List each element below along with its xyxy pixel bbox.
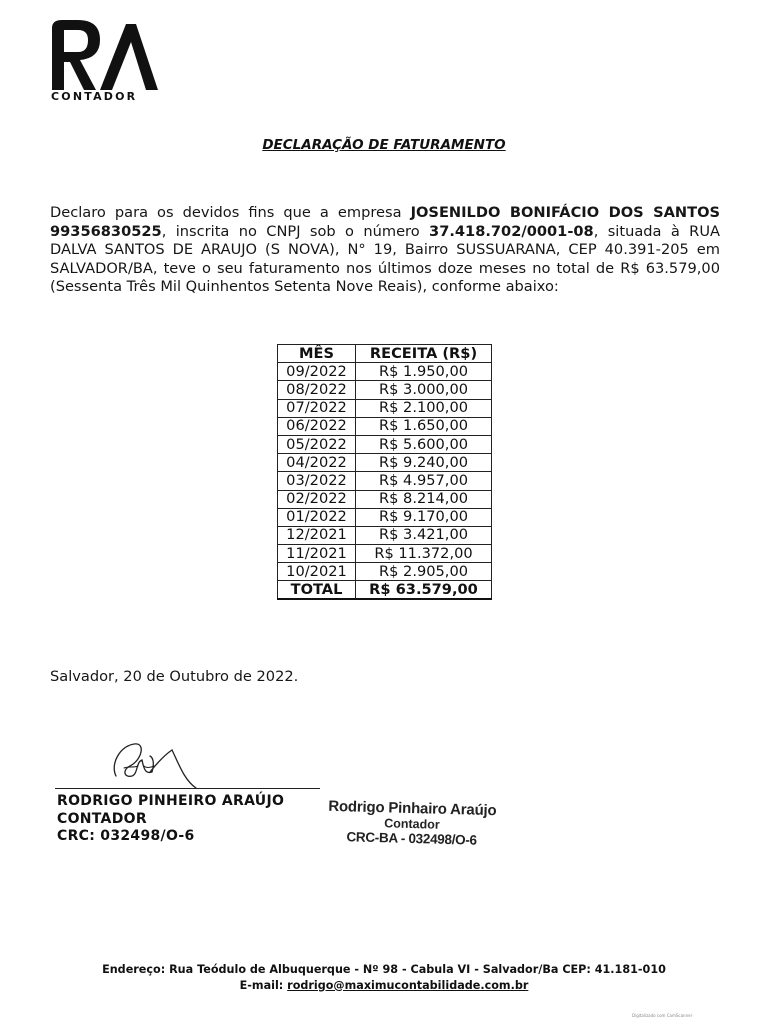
footer-email-line bbox=[0, 978, 768, 994]
month-cell: 12/2021 bbox=[278, 526, 356, 544]
email-link[interactable]: rodrigo@maximucontabilidade.com.br bbox=[287, 978, 529, 992]
table-row bbox=[278, 472, 492, 490]
handwritten-signature bbox=[50, 736, 350, 796]
month-cell: 05/2022 bbox=[278, 435, 356, 453]
company-name: JOSENILDO BONIFÁCIO DOS SANTOS 99356830525 bbox=[50, 204, 720, 240]
month-cell: 07/2022 bbox=[278, 399, 356, 417]
stamp-name: Rodrigo Pinhairo Araújo bbox=[328, 797, 497, 820]
scanner-watermark: Digitalizado com CamScanner bbox=[632, 1013, 693, 1018]
logo-subtitle: CONTADOR bbox=[51, 90, 138, 103]
ra-logo-icon bbox=[50, 18, 160, 92]
revenue-cell: R$ 8.214,00 bbox=[356, 490, 492, 508]
place-and-date: Salvador, 20 de Outubro de 2022. bbox=[50, 668, 299, 685]
signature-line bbox=[55, 788, 320, 789]
revenue-cell: R$ 3.421,00 bbox=[356, 526, 492, 544]
revenue-cell: R$ 2.100,00 bbox=[356, 399, 492, 417]
table-row bbox=[278, 526, 492, 544]
total-label: TOTAL bbox=[278, 581, 356, 599]
month-header: MÊS bbox=[278, 345, 356, 363]
month-cell: 04/2022 bbox=[278, 454, 356, 472]
table-row bbox=[278, 454, 492, 472]
revenue-cell: R$ 1.650,00 bbox=[356, 417, 492, 435]
paragraph-part-1: Declaro para os devidos fins que a empresa bbox=[50, 204, 411, 221]
signature-scribble-icon bbox=[50, 736, 350, 796]
revenue-cell: R$ 9.240,00 bbox=[356, 454, 492, 472]
signer-name: RODRIGO PINHEIRO ARAÚJO bbox=[57, 793, 285, 809]
signer-block bbox=[57, 793, 284, 846]
paragraph-part-2: , inscrita no CNPJ sob o número bbox=[161, 222, 430, 240]
paragraph-part-3: , situada à RUA DALVA SANTOS DE ARAUJO (S NOVA), N° 19, Bairro SUSSUARANA, CEP 40.391-205 em SALVADOR/BA, teve o seu faturamento nos últimos doze meses no total de R$ 63.579,00 (Sessenta Três Mil Quinhentos Setenta Nove Reais), conforme abaixo: bbox=[50, 222, 720, 295]
email-label: E-mail: bbox=[239, 978, 288, 992]
month-cell: 11/2021 bbox=[278, 545, 356, 563]
revenue-cell: R$ 3.000,00 bbox=[356, 381, 492, 399]
table-row bbox=[278, 381, 492, 399]
document-title: DECLARAÇÃO DE FATURAMENTO bbox=[262, 137, 506, 153]
month-cell: 06/2022 bbox=[278, 417, 356, 435]
table-row bbox=[278, 363, 492, 381]
revenue-cell: R$ 1.950,00 bbox=[356, 363, 492, 381]
month-cell: 01/2022 bbox=[278, 508, 356, 526]
stamp-role: Contador bbox=[384, 816, 440, 832]
month-cell: 03/2022 bbox=[278, 472, 356, 490]
stamp-crc: CRC-BA - 032498/O-6 bbox=[346, 829, 477, 848]
table-row bbox=[278, 508, 492, 526]
revenue-cell: R$ 2.905,00 bbox=[356, 563, 492, 581]
declaration-paragraph bbox=[50, 204, 720, 297]
revenue-cell: R$ 11.372,00 bbox=[356, 545, 492, 563]
month-cell: 08/2022 bbox=[278, 381, 356, 399]
total-value: R$ 63.579,00 bbox=[356, 581, 492, 599]
signer-role: CONTADOR bbox=[57, 810, 147, 827]
table-row bbox=[278, 563, 492, 581]
page-footer bbox=[0, 962, 768, 993]
table-row bbox=[278, 545, 492, 563]
table-row bbox=[278, 490, 492, 508]
revenue-header: RECEITA (R$) bbox=[356, 345, 492, 363]
month-cell: 10/2021 bbox=[278, 563, 356, 581]
month-cell: 09/2022 bbox=[278, 363, 356, 381]
table-body bbox=[278, 363, 492, 581]
total-row bbox=[278, 581, 492, 599]
accountant-stamp bbox=[321, 798, 502, 850]
revenue-cell: R$ 9.170,00 bbox=[356, 508, 492, 526]
signer-crc: CRC: 032498/O-6 bbox=[57, 828, 195, 844]
revenue-cell: R$ 4.957,00 bbox=[356, 472, 492, 490]
table-header-row bbox=[278, 345, 492, 363]
cnpj-number: 37.418.702/0001-08 bbox=[429, 222, 594, 240]
revenue-cell: R$ 5.600,00 bbox=[356, 435, 492, 453]
table-row bbox=[278, 435, 492, 453]
table-row bbox=[278, 399, 492, 417]
month-cell: 02/2022 bbox=[278, 490, 356, 508]
footer-address: Endereço: Rua Teódulo de Albuquerque - Nº 98 - Cabula VI - Salvador/Ba CEP: 41.181-010 bbox=[102, 963, 666, 976]
table-row bbox=[278, 417, 492, 435]
revenue-table bbox=[277, 344, 492, 600]
